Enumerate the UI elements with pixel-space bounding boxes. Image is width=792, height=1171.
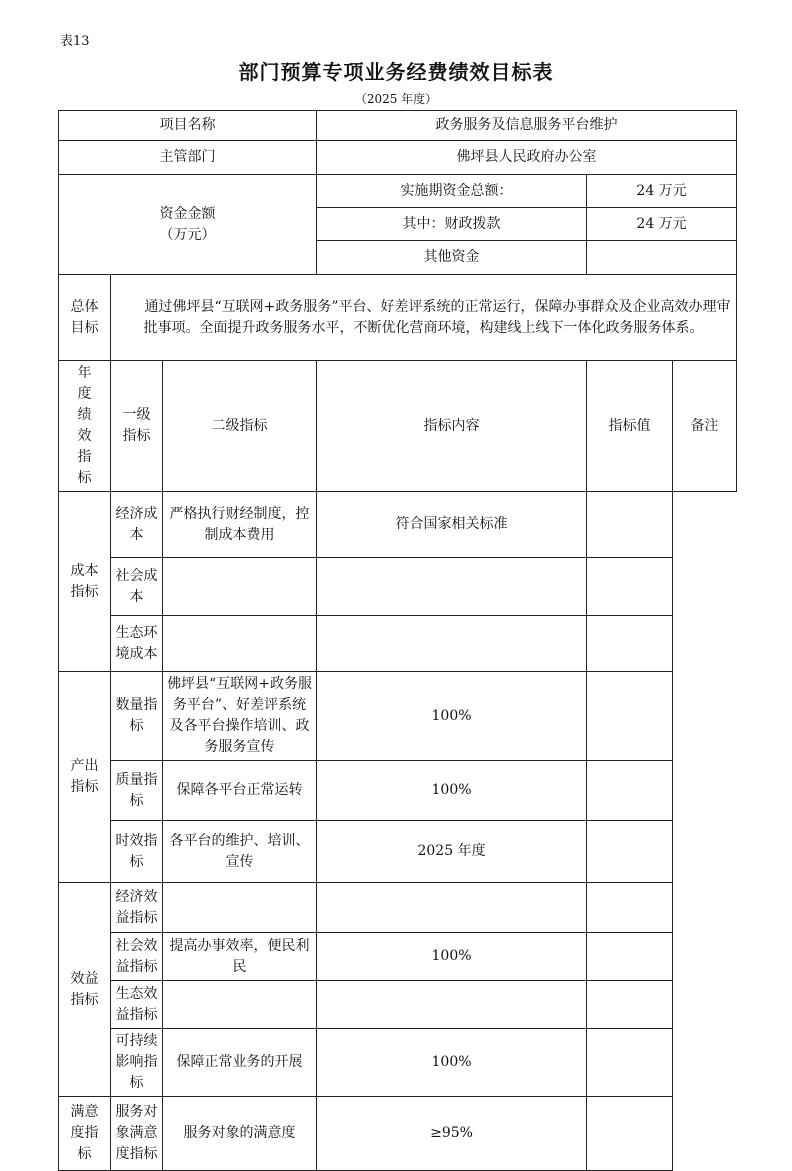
indicator-row bbox=[59, 821, 737, 883]
indicator-value bbox=[317, 981, 587, 1029]
level1-indicator: 产出指标 bbox=[59, 672, 111, 883]
indicator-content: 提高办事效率，便民利民 bbox=[163, 933, 317, 981]
indicator-value bbox=[317, 883, 587, 933]
performance-table bbox=[58, 110, 737, 1171]
dept-value: 佛坪县人民政府办公室 bbox=[317, 141, 737, 175]
indicator-content: 严格执行财经制度，控制成本费用 bbox=[163, 492, 317, 558]
level1-indicator: 效益指标 bbox=[59, 883, 111, 1097]
year-label: （2025 年度） bbox=[354, 92, 438, 106]
goal-text: 通过佛坪县“互联网+政务服务”平台、好差评系统的正常运行，保障办事群众及企业高效办理审批事项。全面提升政务服务水平，不断优化营商环境，构建线上线下一体化政务服务体系。 bbox=[111, 275, 737, 361]
indicator-value: ≥95% bbox=[317, 1097, 587, 1171]
indicator-value: 100% bbox=[317, 933, 587, 981]
indicator-value: 2025 年度 bbox=[317, 821, 587, 883]
indicator-row bbox=[59, 558, 737, 616]
fund-fiscal-label: 其中：财政拨款 bbox=[317, 208, 587, 241]
level2-indicator: 时效指标 bbox=[111, 821, 163, 883]
fund-other-label: 其他资金 bbox=[317, 241, 587, 275]
header-content: 指标内容 bbox=[317, 361, 587, 492]
indicator-value bbox=[317, 616, 587, 672]
project-name-value: 政务服务及信息服务平台维护 bbox=[317, 111, 737, 141]
indicator-note bbox=[587, 821, 673, 883]
level2-indicator: 经济效益指标 bbox=[111, 883, 163, 933]
indicator-note bbox=[587, 883, 673, 933]
indicator-content: 服务对象的满意度 bbox=[163, 1097, 317, 1171]
indicator-row bbox=[59, 883, 737, 933]
level2-indicator: 生态效益指标 bbox=[111, 981, 163, 1029]
indicator-content: 各平台的维护、培训、宣传 bbox=[163, 821, 317, 883]
indicator-row bbox=[59, 1097, 737, 1171]
indicator-note bbox=[587, 558, 673, 616]
header-value: 指标值 bbox=[587, 361, 673, 492]
indicator-value: 100% bbox=[317, 1029, 587, 1097]
project-name-label: 项目名称 bbox=[59, 111, 317, 141]
header-note: 备注 bbox=[673, 361, 737, 492]
level2-indicator: 生态环境成本 bbox=[111, 616, 163, 672]
indicator-row bbox=[59, 492, 737, 558]
indicator-value: 100% bbox=[317, 761, 587, 821]
level1-indicator: 满意度指标 bbox=[59, 1097, 111, 1171]
indicator-content bbox=[163, 981, 317, 1029]
indicator-value bbox=[317, 558, 587, 616]
indicator-note bbox=[587, 761, 673, 821]
level2-indicator: 可持续影响指标 bbox=[111, 1029, 163, 1097]
page-title: 部门预算专项业务经费绩效目标表 bbox=[238, 60, 554, 84]
indicator-row bbox=[59, 761, 737, 821]
indicator-note bbox=[587, 492, 673, 558]
header-level1: 一级指标 bbox=[111, 361, 163, 492]
indicator-row bbox=[59, 672, 737, 761]
level2-indicator: 数量指标 bbox=[111, 672, 163, 761]
indicator-row bbox=[59, 1029, 737, 1097]
indicator-note bbox=[587, 933, 673, 981]
fund-total-label: 实施期资金总额： bbox=[317, 175, 587, 208]
indicator-content bbox=[163, 558, 317, 616]
level2-indicator: 经济成本 bbox=[111, 492, 163, 558]
indicator-note bbox=[587, 981, 673, 1029]
indicator-value: 符合国家相关标准 bbox=[317, 492, 587, 558]
level1-indicator: 成本指标 bbox=[59, 492, 111, 672]
indicator-note bbox=[587, 1029, 673, 1097]
indicator-row bbox=[59, 981, 737, 1029]
indicator-content: 保障正常业务的开展 bbox=[163, 1029, 317, 1097]
level2-indicator: 服务对象满意度指标 bbox=[111, 1097, 163, 1171]
indicator-content bbox=[163, 616, 317, 672]
table-number: 表13 bbox=[60, 34, 90, 49]
indicator-note bbox=[587, 672, 673, 761]
indicator-content bbox=[163, 883, 317, 933]
level2-indicator: 质量指标 bbox=[111, 761, 163, 821]
level2-indicator: 社会成本 bbox=[111, 558, 163, 616]
indicator-note bbox=[587, 616, 673, 672]
fund-total-value: 24 万元 bbox=[587, 175, 737, 208]
fund-other-value bbox=[587, 241, 737, 275]
goal-label: 总体目标 bbox=[59, 275, 111, 361]
header-level2: 二级指标 bbox=[163, 361, 317, 492]
dept-label: 主管部门 bbox=[59, 141, 317, 175]
annual-indicator-label: 年度绩效指标 bbox=[59, 361, 111, 492]
indicator-value: 100% bbox=[317, 672, 587, 761]
level2-indicator: 社会效益指标 bbox=[111, 933, 163, 981]
indicator-row bbox=[59, 616, 737, 672]
indicator-note bbox=[587, 1097, 673, 1171]
indicator-content: 保障各平台正常运转 bbox=[163, 761, 317, 821]
indicator-content: 佛坪县“互联网+政务服务平台”、好差评系统及各平台操作培训、政务服务宣传 bbox=[163, 672, 317, 761]
indicator-row bbox=[59, 933, 737, 981]
fund-label: 资金金额 （万元） bbox=[59, 175, 317, 275]
fund-fiscal-value: 24 万元 bbox=[587, 208, 737, 241]
